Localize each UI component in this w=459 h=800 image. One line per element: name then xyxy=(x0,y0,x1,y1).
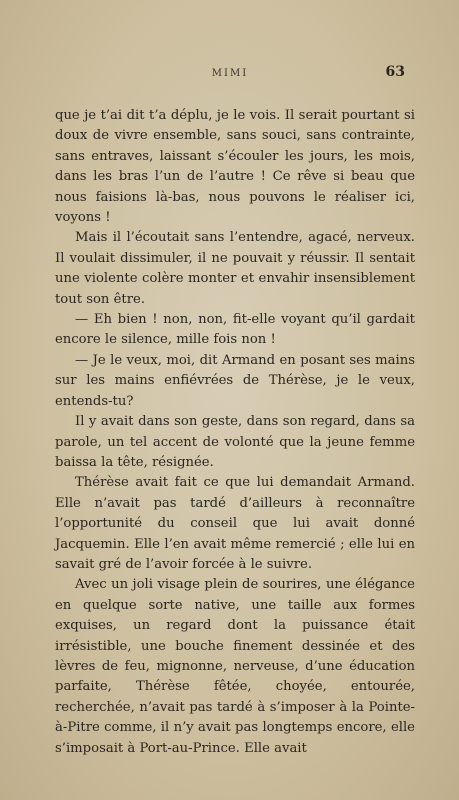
page-number: 63 xyxy=(385,64,405,80)
dialogue-line: — Je le veux, moi, dit Armand en posant ses mains sur les mains enfiévrées de Thérèse, je le veux, entends-tu? xyxy=(55,352,415,409)
running-title: MIMI xyxy=(211,68,249,79)
paragraph-continued: que je t’ai dit t’a déplu, je le vois. Il serait pourtant si doux de vivre ensemble, sans souci, sans contrainte, sans entraves, laissant s’écouler les jours, les mois, dans les bras l’un de l’autre ! Ce rêve si beau que nous faisions là-bas, nous pouvons le réaliser ici, voyons ! xyxy=(55,108,415,226)
paragraph: Avec un joli visage plein de sourires, une élégance en quelque sorte native, une taille aux formes exquises, un regard dont la puissance était irrésistible, une bouche finement dessinée et des lèvres de feu, mignonne, nerveuse, d’une éducation parfaite, Thérèse fêtée, choyée, entourée, recherchée, n’avait pas tardé à s’imposer à la Pointe-à-Pitre comme, il n’y avait pas longtemps encore, elle s’imposait à Port-au-Prince. Elle avait xyxy=(55,577,415,756)
paragraph: Il y avait dans son geste, dans son regard, dans sa parole, un tel accent de volonté que la jeune femme baissa la tête, résignée. xyxy=(55,414,415,470)
paragraph: Thérèse avait fait ce que lui demandait Armand. Elle n’avait pas tardé d’ailleurs à reconnaître l’opportunité du conseil que lui avait donné Jacquemin. Elle l’en avait même remercié ; elle lui en savait gré de l’avoir forcée à le suivre. xyxy=(55,475,415,572)
paragraph: Mais il l’écoutait sans l’entendre, agacé, nerveux. Il voulait dissimuler, il ne pouvait y réussir. Il sentait une violente colère monter et envahir insensiblement tout son être. xyxy=(55,230,415,307)
dialogue-line: — Eh bien ! non, non, fit-elle voyant qu’il gardait encore le silence, mille fois non ! xyxy=(55,312,415,348)
body-text xyxy=(55,106,415,759)
running-head xyxy=(55,62,405,84)
